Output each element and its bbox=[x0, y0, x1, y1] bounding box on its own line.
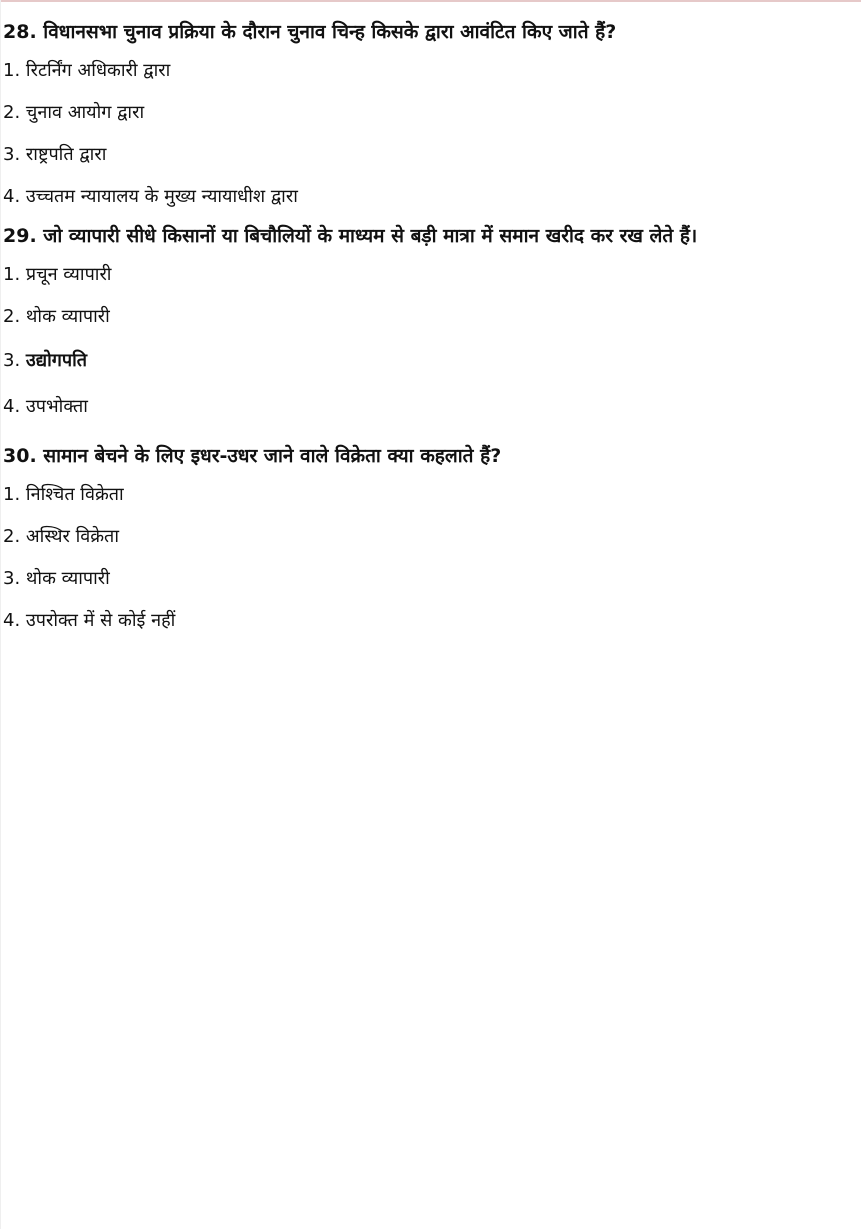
option-item bbox=[3, 296, 853, 338]
option-item bbox=[3, 516, 853, 558]
option-number: 2. bbox=[3, 306, 21, 327]
option-number: 1. bbox=[3, 60, 21, 81]
question-number: 28. bbox=[3, 21, 37, 43]
question-body: जो व्यापारी सीधे किसानों या बिचौलियों के माध्यम से बड़ी मात्रा में समान खरीद कर रख लेते हैं। bbox=[43, 225, 698, 247]
option-number: 3. bbox=[3, 144, 21, 165]
question-28 bbox=[3, 14, 853, 218]
question-number: 29. bbox=[3, 225, 37, 247]
option-item bbox=[3, 474, 853, 516]
option-list bbox=[3, 254, 853, 430]
question-30 bbox=[3, 438, 853, 642]
option-text: अस्थिर विक्रेता bbox=[25, 526, 119, 547]
option-number: 1. bbox=[3, 264, 21, 285]
question-body: विधानसभा चुनाव प्रक्रिया के दौरान चुनाव चिन्ह किसके द्वारा आवंटित किए जाते हैं? bbox=[43, 21, 617, 43]
option-text: उपरोक्त में से कोई नहीं bbox=[25, 610, 176, 631]
option-text: थोक व्यापारी bbox=[25, 306, 110, 327]
option-number: 4. bbox=[3, 610, 21, 631]
option-item bbox=[3, 134, 853, 176]
option-text: चुनाव आयोग द्वारा bbox=[25, 102, 145, 123]
question-29 bbox=[3, 218, 853, 430]
option-item bbox=[3, 600, 853, 642]
question-body: सामान बेचने के लिए इधर-उधर जाने वाले विक्रेता क्या कहलाते हैं? bbox=[43, 445, 502, 467]
top-border bbox=[0, 0, 861, 2]
option-text: थोक व्यापारी bbox=[25, 568, 110, 589]
question-document bbox=[3, 14, 853, 642]
option-item bbox=[3, 92, 853, 134]
option-number: 4. bbox=[3, 396, 21, 417]
option-number: 3. bbox=[3, 568, 21, 589]
option-list bbox=[3, 474, 853, 642]
option-text: उपभोक्ता bbox=[25, 396, 88, 417]
option-number: 2. bbox=[3, 102, 21, 123]
option-text: उद्योगपति bbox=[25, 350, 88, 371]
option-number: 3. bbox=[3, 350, 21, 371]
option-text: प्रचून व्यापारी bbox=[25, 264, 112, 285]
option-list bbox=[3, 50, 853, 218]
option-item bbox=[3, 558, 853, 600]
left-border bbox=[0, 0, 1, 1229]
option-text: उच्चतम न्यायालय के मुख्य न्यायाधीश द्वारा bbox=[25, 186, 298, 207]
option-number: 2. bbox=[3, 526, 21, 547]
question-text bbox=[3, 438, 853, 474]
question-number: 30. bbox=[3, 445, 37, 467]
option-text: निश्चित विक्रेता bbox=[25, 484, 124, 505]
option-item bbox=[3, 254, 853, 296]
option-item bbox=[3, 338, 853, 384]
question-text bbox=[3, 14, 853, 50]
option-text: रिटर्निंग अधिकारी द्वारा bbox=[25, 60, 171, 81]
option-item bbox=[3, 50, 853, 92]
option-number: 1. bbox=[3, 484, 21, 505]
option-item bbox=[3, 384, 853, 430]
question-text bbox=[3, 218, 853, 254]
option-text: राष्ट्रपति द्वारा bbox=[25, 144, 107, 165]
option-item bbox=[3, 176, 853, 218]
option-number: 4. bbox=[3, 186, 21, 207]
